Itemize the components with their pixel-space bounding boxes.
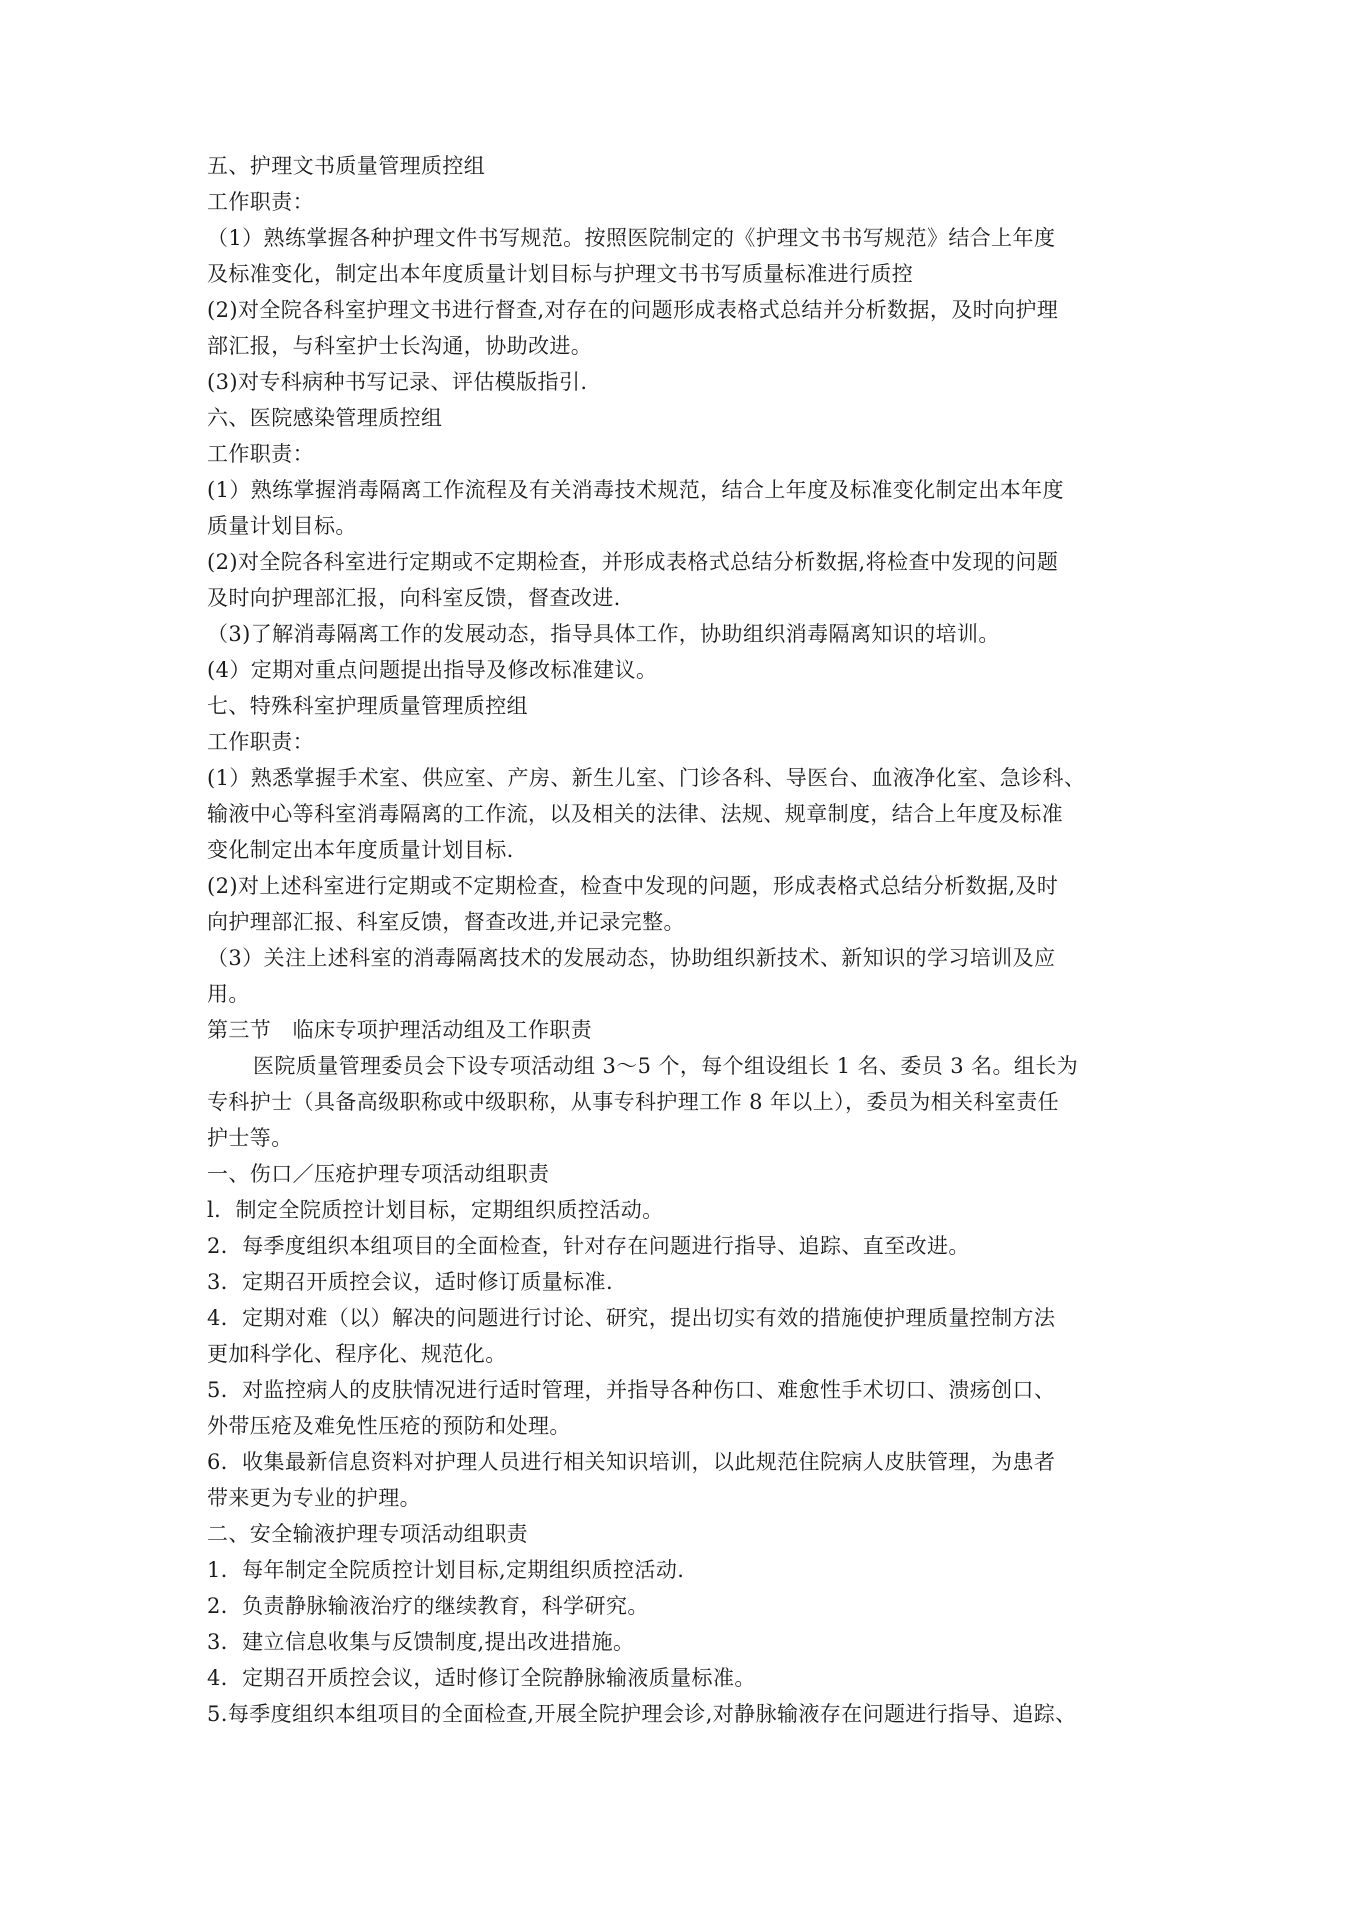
paragraph-line: 医院质量管理委员会下设专项活动组 3～5 个，每个组设组长 1 名、委员 3 名。组长为 (253, 1054, 1079, 1078)
duties-label: 工作职责： (207, 730, 314, 754)
list-item: 带来更为专业的护理。 (207, 1486, 421, 1510)
text-line: (2)对全院各科室进行定期或不定期检查，并形成表格式总结分析数据,将检查中发现的问题 (207, 550, 1059, 574)
list-item: 2．每季度组织本组项目的全面检查，针对存在问题进行指导、追踪、直至改进。 (207, 1234, 970, 1258)
section-heading-wound-care: 一、伤口／压疮护理专项活动组职责 (207, 1162, 550, 1186)
duties-label: 工作职责： (207, 442, 314, 466)
list-item: 更加科学化、程序化、规范化。 (207, 1342, 507, 1366)
text-line: (4）定期对重点问题提出指导及修改标准建议。 (207, 658, 658, 682)
text-line: (2)对全院各科室护理文书进行督查,对存在的问题形成表格式总结并分析数据，及时向护理 (207, 298, 1059, 322)
list-item: 3．定期召开质控会议，适时修订质量标准. (207, 1270, 614, 1294)
list-item: 5.每季度组织本组项目的全面检查,开展全院护理会诊,对静脉输液存在问题进行指导、追踪、 (207, 1702, 1077, 1726)
text-line: 质量计划目标。 (207, 514, 357, 538)
section-heading-chapter-3: 第三节 临床专项护理活动组及工作职责 (207, 1018, 593, 1042)
text-line: (1）熟练掌握消毒隔离工作流程及有关消毒技术规范，结合上年度及标准变化制定出本年度 (207, 478, 1064, 502)
section-heading-infection-control: 六、医院感染管理质控组 (207, 406, 443, 430)
section-heading-nursing-records: 五、护理文书质量管理质控组 (207, 154, 486, 178)
text-line: 变化制定出本年度质量计划目标. (207, 838, 514, 862)
text-line: 及时向护理部汇报，向科室反馈，督查改进. (207, 586, 621, 610)
text-line: （1）熟练掌握各种护理文件书写规范。按照医院制定的《护理文书书写规范》结合上年度 (207, 226, 1056, 250)
text-line: (1）熟悉掌握手术室、供应室、产房、新生儿室、门诊各科、导医台、血液净化室、急诊科、 (207, 766, 1086, 790)
text-line: （3)了解消毒隔离工作的发展动态，指导具体工作，协助组织消毒隔离知识的培训。 (207, 622, 1000, 646)
list-item: 2．负责静脉输液治疗的继续教育，科学研究。 (207, 1594, 649, 1618)
text-line: 输液中心等科室消毒隔离的工作流，以及相关的法律、法规、规章制度，结合上年度及标准 (207, 802, 1063, 826)
duties-label: 工作职责： (207, 190, 314, 214)
text-line: (3)对专科病种书写记录、评估模版指引. (207, 370, 588, 394)
section-heading-special-departments: 七、特殊科室护理质量管理质控组 (207, 694, 528, 718)
list-item: 6．收集最新信息资料对护理人员进行相关知识培训，以此规范住院病人皮肤管理，为患者 (207, 1450, 1056, 1474)
text-line: 向护理部汇报、科室反馈，督查改进,并记录完整。 (207, 910, 685, 934)
list-item: 4．定期对难（以）解决的问题进行讨论、研究，提出切实有效的措施使护理质量控制方法 (207, 1306, 1056, 1330)
text-line: （3）关注上述科室的消毒隔离技术的发展动态，协助组织新技术、新知识的学习培训及应 (207, 946, 1056, 970)
paragraph-line: 护士等。 (207, 1126, 293, 1150)
list-item: 3．建立信息收集与反馈制度,提出改进措施。 (207, 1630, 635, 1654)
text-line: 部汇报，与科室护士长沟通，协助改进。 (207, 334, 593, 358)
list-item: l．制定全院质控计划目标，定期组织质控活动。 (207, 1198, 664, 1222)
list-item: 外带压疮及难免性压疮的预防和处理。 (207, 1414, 571, 1438)
section-heading-infusion-safety: 二、安全输液护理专项活动组职责 (207, 1522, 528, 1546)
list-item: 1．每年制定全院质控计划目标,定期组织质控活动. (207, 1558, 685, 1582)
list-item: 5．对监控病人的皮肤情况进行适时管理，并指导各种伤口、难愈性手术切口、溃疡创口、 (207, 1378, 1056, 1402)
text-line: 用。 (207, 982, 250, 1006)
list-item: 4．定期召开质控会议，适时修订全院静脉输液质量标准。 (207, 1666, 756, 1690)
document-body (207, 148, 1187, 1732)
paragraph-line: 专科护士（具备高级职称或中级职称，从事专科护理工作 8 年以上），委员为相关科室责任 (207, 1090, 1060, 1114)
text-line: 及标准变化，制定出本年度质量计划目标与护理文书书写质量标准进行质控 (207, 262, 914, 286)
text-line: (2)对上述科室进行定期或不定期检查，检查中发现的问题，形成表格式总结分析数据,及时 (207, 874, 1059, 898)
